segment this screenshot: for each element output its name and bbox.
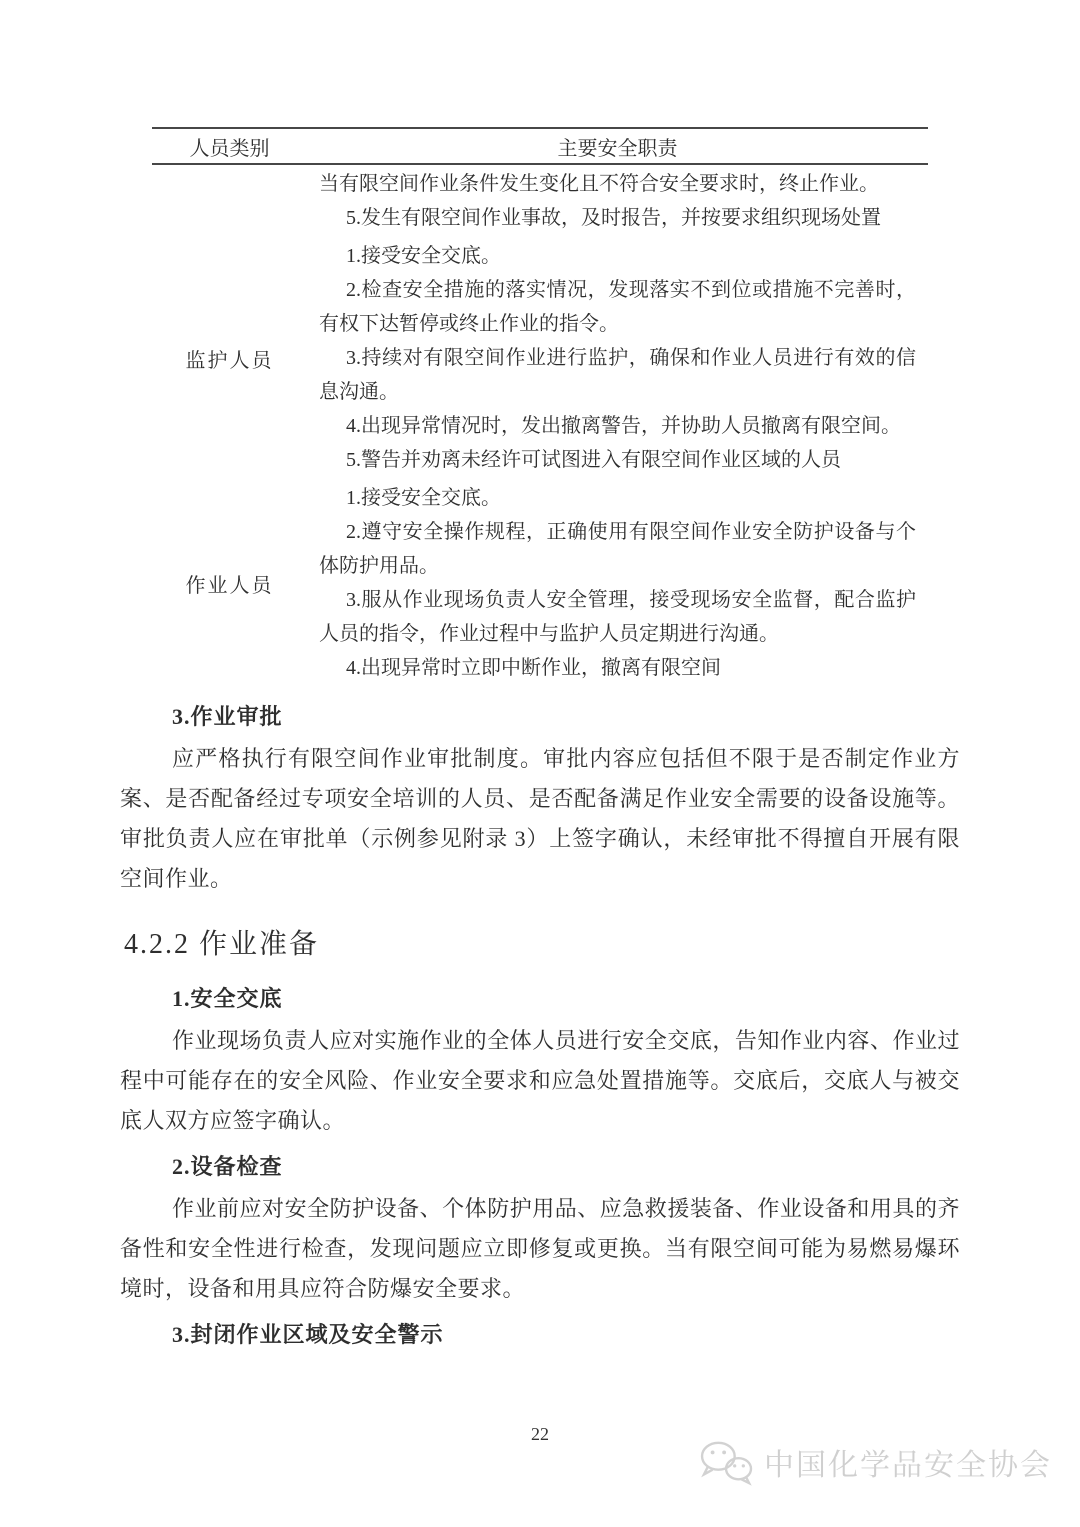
duty-item: 2.检查安全措施的落实情况，发现落实不到位或措施不完善时，有权下达暂停或终止作业的指令。 xyxy=(319,279,916,335)
duties-cell xyxy=(307,237,928,479)
duty-item: 4.出现异常时立即中断作业，撤离有限空间 xyxy=(346,657,721,679)
table-row xyxy=(152,164,928,237)
subheading: 1.安全交底 xyxy=(172,986,283,1011)
heading: 4.2.2 作业准备 xyxy=(124,929,320,960)
table-row xyxy=(152,479,928,687)
paragraph: 作业现场负责人应对实施作业的全体人员进行安全交底，告知作业内容、作业过程中可能存在的安全风险、作业安全要求和应急处置措施等。交底后，交底人与被交底人双方应签字确认。 xyxy=(120,1028,960,1133)
wechat-icon xyxy=(698,1438,756,1486)
header-main-duties: 主要安全职责 xyxy=(307,128,928,164)
subheading: 2.设备检查 xyxy=(172,1154,283,1179)
header-personnel-category: 人员类别 xyxy=(152,128,307,164)
duty-item: 1.接受安全交底。 xyxy=(346,245,501,267)
page-number: 22 xyxy=(531,1424,549,1444)
subheading: 3.封闭作业区域及安全警示 xyxy=(172,1322,444,1347)
duty-item: 4.出现异常情况时，发出撤离警告，并协助人员撤离有限空间。 xyxy=(346,415,901,437)
table-row xyxy=(152,237,928,479)
category-cell: 监护人员 xyxy=(185,349,274,372)
duties-cell xyxy=(307,164,928,237)
duties-cell xyxy=(307,479,928,687)
watermark xyxy=(698,1438,1052,1486)
duty-item: 当有限空间作业条件发生变化且不符合安全要求时，终止作业。 xyxy=(319,173,879,195)
subheading: 3.作业审批 xyxy=(172,704,283,729)
duty-table-body xyxy=(152,164,928,687)
watermark-text: 中国化学品安全协会 xyxy=(764,1449,1052,1482)
duty-item: 1.接受安全交底。 xyxy=(346,487,501,509)
sections xyxy=(120,697,960,1355)
duty-item: 3.持续对有限空间作业进行监护，确保和作业人员进行有效的信息沟通。 xyxy=(319,347,916,403)
paragraph: 作业前应对安全防护设备、个体防护用品、应急救援装备、作业设备和用具的齐备性和安全性进行检查，发现问题应立即修复或更换。当有限空间可能为易燃易爆环境时，设备和用具应符合防爆安全要求。 xyxy=(120,1196,960,1301)
duty-item: 2.遵守安全操作规程，正确使用有限空间作业安全防护设备与个体防护用品。 xyxy=(319,521,916,577)
duty-item: 5.警告并劝离未经许可试图进入有限空间作业区域的人员 xyxy=(346,449,841,471)
category-cell: 作业人员 xyxy=(185,574,274,597)
page-content xyxy=(120,127,960,1357)
duty-item: 5.发生有限空间作业事故，及时报告，并按要求组织现场处置 xyxy=(346,207,881,229)
category-cell xyxy=(152,164,307,237)
table-header xyxy=(152,128,928,164)
duty-item: 3.服从作业现场负责人安全管理，接受现场安全监督，配合监护人员的指令，作业过程中与监护人员定期进行沟通。 xyxy=(319,589,916,645)
paragraph: 应严格执行有限空间作业审批制度。审批内容应包括但不限于是否制定作业方案、是否配备经过专项安全培训的人员、是否配备满足作业安全需要的设备设施等。审批负责人应在审批单（示例参见附录 3）上签字确认，未经审批不得擅自开展有限空间作业。 xyxy=(120,746,960,891)
personnel-duty-table xyxy=(152,127,928,687)
